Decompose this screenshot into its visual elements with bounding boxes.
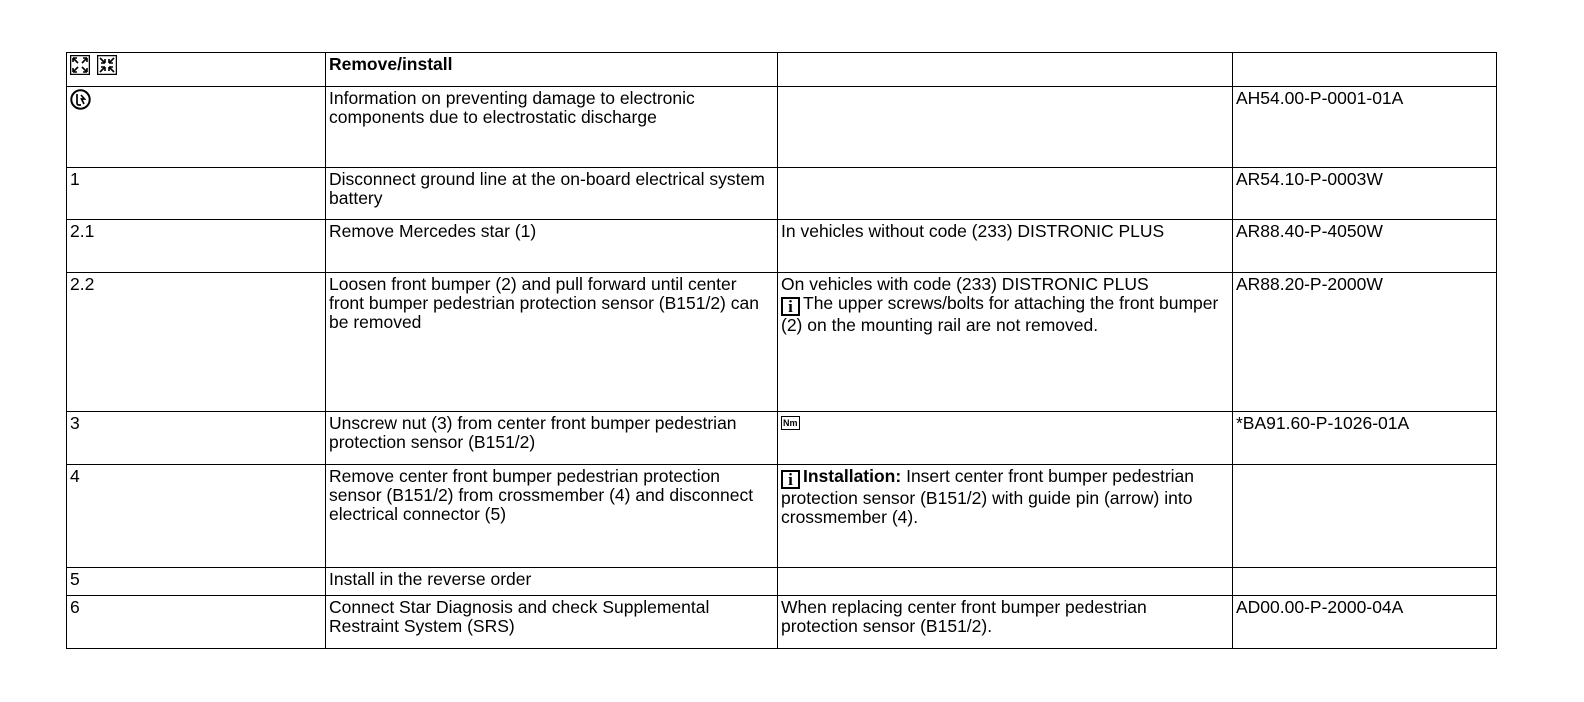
step-cell: 5 — [67, 568, 326, 596]
step-cell: 2.2 — [67, 273, 326, 412]
note-cell: In vehicles without code (233) DISTRONIC PLUS — [778, 220, 1233, 273]
info-note — [781, 294, 1228, 335]
step-cell: 3 — [67, 412, 326, 465]
note-cell — [778, 87, 1233, 168]
reference-link[interactable]: AR88.20-P-2000W — [1233, 273, 1497, 412]
reference-link[interactable]: AR54.10-P-0003W — [1233, 168, 1497, 220]
action-cell: Unscrew nut (3) from center front bumper pedestrian protection sensor (B151/2) — [326, 412, 778, 465]
step-cell: 2.1 — [67, 220, 326, 273]
note-cell: When replacing center front bumper pedestrian protection sensor (B151/2). — [778, 596, 1233, 649]
info-icon: i — [781, 297, 800, 316]
reference-link[interactable]: AH54.00-P-0001-01A — [1233, 87, 1497, 168]
step-cell: 1 — [67, 168, 326, 220]
action-cell: Install in the reverse order — [326, 568, 778, 596]
step-cell — [67, 87, 326, 168]
table-header-row — [67, 53, 1497, 87]
remove-icon — [70, 55, 90, 75]
reference-link[interactable]: *BA91.60-P-1026-01A — [1233, 412, 1497, 465]
table-row — [67, 596, 1497, 649]
action-cell: Information on preventing damage to electronic components due to electrostatic discharge — [326, 87, 778, 168]
table-row — [67, 568, 1497, 596]
table-row — [67, 465, 1497, 568]
table-row — [67, 273, 1497, 412]
header-empty-ref — [1233, 53, 1497, 87]
note-cell — [778, 273, 1233, 412]
header-icons-cell — [67, 53, 326, 87]
action-cell: Disconnect ground line at the on-board electrical system battery — [326, 168, 778, 220]
table-row — [67, 87, 1497, 168]
installation-label: Installation: — [803, 466, 902, 486]
reference-link[interactable]: AR88.40-P-4050W — [1233, 220, 1497, 273]
installation-text: Insert center front bumper pedestrian protection sensor (B151/2) with guide pin (arrow) into crossmember (4). — [781, 466, 1195, 527]
reference-cell-empty — [1233, 465, 1497, 568]
note-text: On vehicles with code (233) DISTRONIC PLUS — [781, 274, 1149, 294]
esd-warning-icon — [70, 89, 91, 110]
action-cell: Remove center front bumper pedestrian protection sensor (B151/2) from crossmember (4) and disconnect electrical connector (5) — [326, 465, 778, 568]
table-row — [67, 220, 1497, 273]
reference-link[interactable]: AD00.00-P-2000-04A — [1233, 596, 1497, 649]
header-title: Remove/install — [326, 53, 778, 87]
step-cell: 4 — [67, 465, 326, 568]
info-note-text: The upper screws/bolts for attaching the front bumper (2) on the mounting rail are not removed. — [781, 293, 1219, 335]
action-cell: Remove Mercedes star (1) — [326, 220, 778, 273]
torque-nm-icon[interactable]: Nm — [783, 418, 798, 428]
note-cell — [778, 568, 1233, 596]
action-cell: Connect Star Diagnosis and check Supplemental Restraint System (SRS) — [326, 596, 778, 649]
install-icon — [97, 55, 117, 75]
note-cell — [778, 465, 1233, 568]
action-cell: Loosen front bumper (2) and pull forward until center front bumper pedestrian protection sensor (B151/2) can be removed — [326, 273, 778, 412]
note-cell — [778, 412, 1233, 465]
header-empty-note — [778, 53, 1233, 87]
info-icon: i — [781, 470, 800, 489]
step-cell: 6 — [67, 596, 326, 649]
table-row — [67, 412, 1497, 465]
note-cell — [778, 168, 1233, 220]
procedure-table — [66, 52, 1497, 649]
table-row — [67, 168, 1497, 220]
reference-cell-empty — [1233, 568, 1497, 596]
